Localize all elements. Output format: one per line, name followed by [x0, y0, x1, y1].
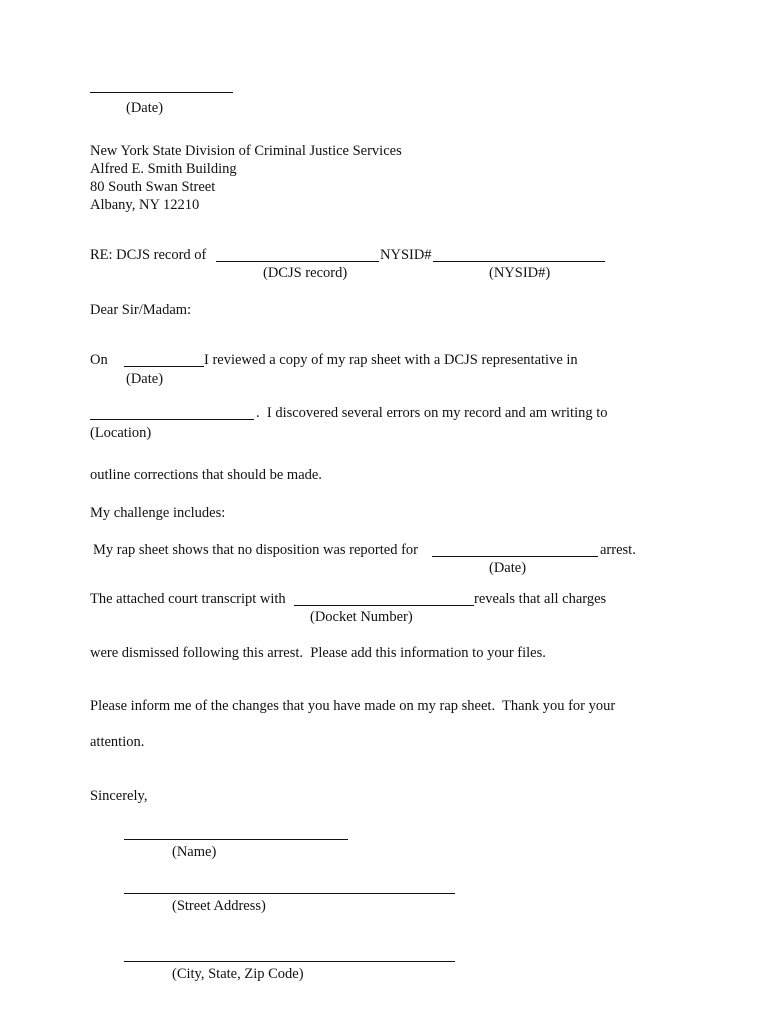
arrest-date-caption: (Date) [489, 560, 527, 576]
review-text: I reviewed a copy of my rap sheet with a DCJS representative in [204, 352, 578, 368]
city-state-zip-caption: (City, State, Zip Code) [172, 966, 304, 982]
recipient-agency: New York State Division of Criminal Justice Services [90, 143, 402, 159]
nysid-label: NYSID# [380, 247, 432, 263]
docket-number-blank[interactable] [294, 605, 474, 606]
closing-line-1: Please inform me of the changes that you have made on my rap sheet. Thank you for your [90, 698, 616, 714]
challenge-intro: My challenge includes: [90, 505, 226, 521]
name-caption: (Name) [172, 844, 217, 860]
location-caption: (Location) [90, 425, 152, 441]
errors-text: . I discovered several errors on my record and am writing to [256, 405, 608, 421]
re-prefix: RE: DCJS record of [90, 247, 211, 263]
review-date-blank[interactable] [124, 366, 204, 367]
on-label: On [90, 352, 108, 368]
date-blank-line[interactable] [90, 92, 233, 93]
dcjs-record-blank[interactable] [216, 261, 379, 262]
street-address-caption: (Street Address) [172, 898, 266, 914]
nysid-caption: (NYSID#) [489, 265, 551, 281]
review-date-caption: (Date) [126, 371, 164, 387]
recipient-building: Alfred E. Smith Building [90, 161, 237, 177]
reveals-text: reveals that all charges [474, 591, 607, 607]
street-address-blank[interactable] [124, 893, 455, 894]
location-blank[interactable] [90, 419, 254, 420]
city-state-zip-blank[interactable] [124, 961, 455, 962]
salutation: Dear Sir/Madam: [90, 302, 192, 318]
arrest-date-blank[interactable] [432, 556, 598, 557]
transcript-text: The attached court transcript with [90, 591, 286, 607]
closing-line-2: attention. [90, 734, 145, 750]
name-blank[interactable] [124, 839, 348, 840]
recipient-street: 80 South Swan Street [90, 179, 216, 195]
recipient-city: Albany, NY 12210 [90, 197, 200, 213]
dismissed-text: were dismissed following this arrest. Please add this information to your files. [90, 645, 546, 661]
nysid-blank[interactable] [433, 261, 605, 262]
no-disposition-text: My rap sheet shows that no disposition was reported for [93, 542, 418, 558]
arrest-suffix: arrest. [600, 542, 636, 558]
signoff: Sincerely, [90, 788, 148, 804]
dcjs-record-caption: (DCJS record) [263, 265, 348, 281]
date-caption: (Date) [126, 100, 164, 116]
docket-number-caption: (Docket Number) [310, 609, 413, 625]
corrections-text: outline corrections that should be made. [90, 467, 322, 483]
